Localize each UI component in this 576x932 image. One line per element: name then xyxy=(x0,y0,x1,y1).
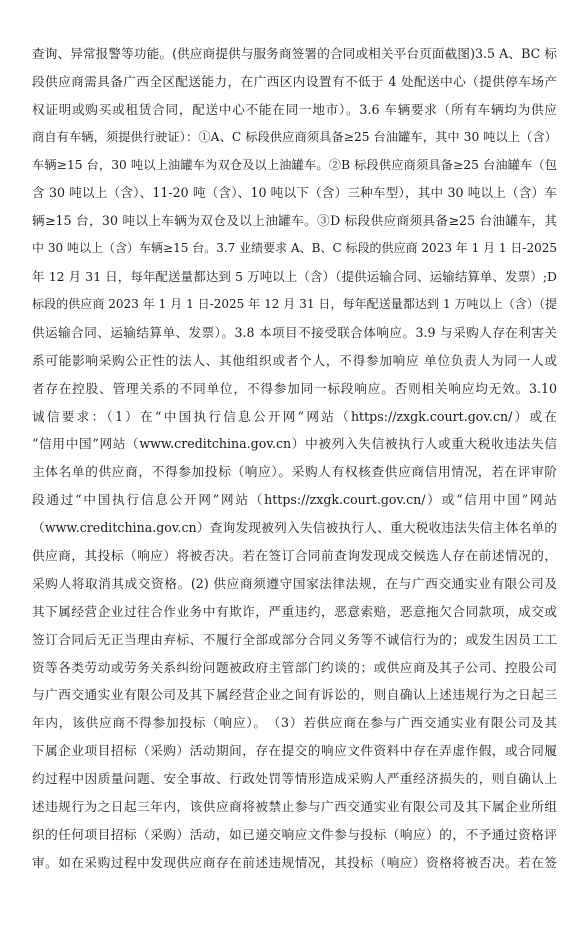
text-line: 段供应商需具备广西全区配送能力，在广西区内设置有不低于 4 处配送中心（提供停车场产 xyxy=(32,73,557,89)
text-line: 中 30 吨以上（含）车辆≥15 台。3.7 业绩要求 A、B、C 标段的供应商 2023 年 1 月 1 日-2025 xyxy=(32,241,557,256)
text-line: 段通过“中国执行信息公开网”网站（https://zxgk.court.gov.cn/）或“信用中国”网站 xyxy=(32,492,557,508)
text-line: 查询、异常报警等功能。(供应商提供与服务商签署的合同或相关平台页面截图)3.5 A、BC 标 xyxy=(32,46,557,61)
text-line: 约过程中因质量问题、安全事故、行政处罚等情形造成采购人严重经济损失的，则自确认上 xyxy=(32,771,557,787)
text-line: 商自有车辆，须提供行驶证）：①A、C 标段供应商须具备≥25 台油罐车，其中 30 吨以上（含） xyxy=(32,129,557,144)
text-line: 述违规行为之日起三年内，该供应商将被禁止参与广西交通实业有限公司及其下属企业所组 xyxy=(32,799,557,815)
text-line: 权证明或购买或租赁合同，配送中心不能在同一地市）。3.6 车辆要求（所有车辆均为供应 xyxy=(32,101,557,117)
text-line: 其下属经营企业过往合作业务中有欺诈，严重违约，恶意索赔，恶意拖欠合同款项，成交或 xyxy=(32,603,557,619)
body-text xyxy=(32,40,557,877)
text-line: 织的任何项目招标（采购）活动，如已递交响应文件参与投标（响应）的，不予通过资格评 xyxy=(32,826,557,842)
text-line: 签订合同后无正当理由弃标、不履行全部或部分合同义务等不诚信行为的；或发生因员工工 xyxy=(32,631,557,647)
text-line: 辆≥15 台，30 吨以上车辆为双仓及以上油罐车。③D 标段供应商须具备≥25 台油罐车，其 xyxy=(32,213,557,229)
text-line: 者存在控股、管理关系的不同单位，不得参加同一标段响应。否则相关响应均无效。3.10 xyxy=(32,380,557,396)
text-line: 年 12 月 31 日，每年配送量都达到 5 万吨以上（含）（提供运输合同、运输结算单、发票）;D xyxy=(32,269,557,285)
text-line: 系可能影响采购公正性的法人、其他组织或者个人，不得参加响应 单位负责人为同一人或 xyxy=(32,352,557,368)
text-line: 供运输合同、运输结算单、发票）。3.8 本项目不接受联合体响应。3.9 与采购人存在利害关 xyxy=(32,324,557,340)
text-line: 采购人将取消其成交资格。(2) 供应商须遵守国家法律法规，在与广西交通实业有限公司及 xyxy=(32,575,557,591)
text-line: 供应商，其投标（响应）将被否决。若在签订合同前查询发现成交候选人存在前述情况的， xyxy=(32,548,557,564)
text-line: 资等各类劳动或劳务关系纠纷问题被政府主管部门约谈的；或供应商及其子公司、控股公司 xyxy=(32,659,557,675)
text-line: 审。如在采购过程中发现供应商存在前述违规情况，其投标（响应）资格将被否决。若在签 xyxy=(32,854,557,870)
text-line: 年内，该供应商不得参加投标（响应）。 （3）若供应商在参与广西交通实业有限公司及其 xyxy=(32,715,557,731)
text-line: 下属企业项目招标（采购）活动期间，存在提交的响应文件资料中存在弄虚作假，或合同履 xyxy=(32,743,557,759)
text-line: 车辆≥15 台，30 吨以上油罐车为双仓及以上油罐车。②B 标段供应商须具备≥25 台油罐车（包 xyxy=(32,157,557,172)
text-line: 主体名单的供应商，不得参加投标（响应）。采购人有权核查供应商信用情况，若在评审阶 xyxy=(32,464,557,480)
text-line: 含 30 吨以上（含）、11-20 吨（含）、10 吨以下（含）三种车型），其中 30 吨以上（含）车 xyxy=(32,185,557,201)
text-line: “信用中国”网站（www.creditchina.gov.cn）中被列入失信被执行人或重大税收违法失信 xyxy=(32,436,557,452)
text-line: 与广西交通实业有限公司及其下属经营企业之间有诉讼的，则自确认上述违规行为之日起三 xyxy=(32,687,557,703)
text-line: 诚信要求：（1）在“中国执行信息公开网”网站（https://zxgk.court.gov.cn/）或在 xyxy=(32,408,557,424)
text-line: 标段的供应商 2023 年 1 月 1 日-2025 年 12 月 31 日，每年配送量都达到 1 万吨以上（含）（提 xyxy=(32,297,557,312)
text-line: （www.creditchina.gov.cn）查询发现被列入失信被执行人、重大税收违法失信主体名单的 xyxy=(32,520,557,536)
